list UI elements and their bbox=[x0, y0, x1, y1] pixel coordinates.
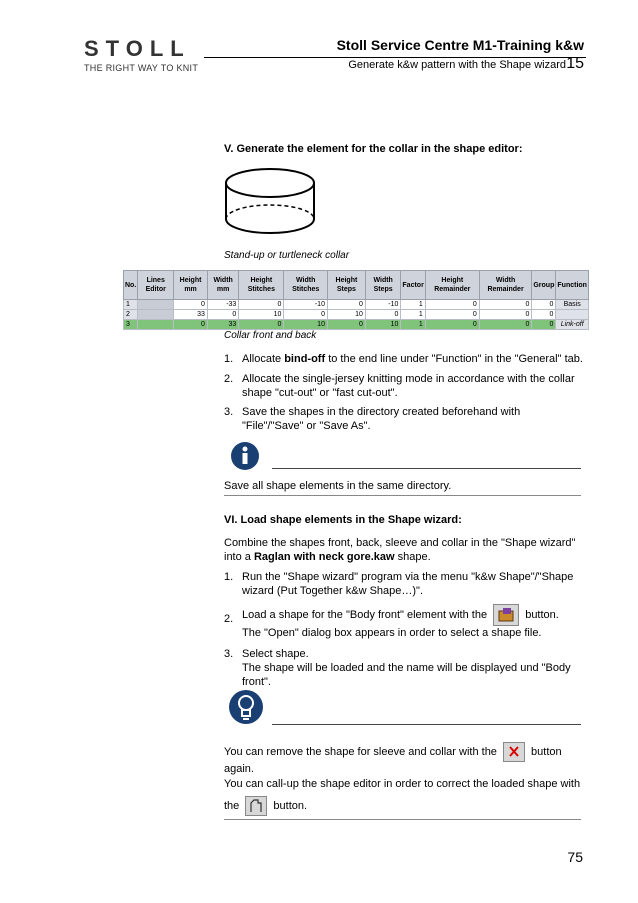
table-cell: 1 bbox=[124, 300, 138, 310]
column-header: Width Steps bbox=[365, 271, 401, 300]
table-cell[interactable]: 10 bbox=[365, 320, 401, 330]
table-cell[interactable]: 0 bbox=[479, 300, 532, 310]
table-cell[interactable] bbox=[138, 310, 174, 320]
step-number: 1. bbox=[224, 571, 234, 583]
list-item bbox=[224, 372, 584, 400]
figure-caption: Collar front and back bbox=[224, 330, 317, 341]
table-cell[interactable]: 0 bbox=[479, 310, 532, 320]
table-cell[interactable]: 0 bbox=[174, 300, 208, 310]
table-cell[interactable]: 0 bbox=[365, 310, 401, 320]
table-header-row bbox=[124, 271, 589, 300]
table-cell[interactable]: -10 bbox=[365, 300, 401, 310]
table-cell[interactable]: 0 bbox=[532, 310, 556, 320]
step-text: Select shape. bbox=[242, 648, 309, 660]
divider bbox=[224, 819, 581, 820]
step-text: to the end line under "Function" in the "General" tab. bbox=[325, 353, 583, 365]
open-shape-icon[interactable] bbox=[493, 604, 519, 626]
info-icon bbox=[229, 441, 267, 471]
column-header: Height mm bbox=[174, 271, 208, 300]
step-number: 2. bbox=[224, 613, 234, 625]
stoll-logo: STOLL bbox=[84, 36, 191, 61]
divider bbox=[224, 495, 581, 496]
column-header: Width mm bbox=[207, 271, 238, 300]
figure-caption: Stand-up or turtleneck collar bbox=[224, 250, 350, 261]
step-text: button. bbox=[522, 608, 559, 621]
collar-illustration bbox=[222, 165, 318, 237]
table-cell[interactable]: 0 bbox=[174, 320, 208, 330]
file-name: Raglan with neck gore.kaw bbox=[253, 551, 395, 563]
table-cell[interactable]: -10 bbox=[284, 300, 328, 310]
page-number: 75 bbox=[567, 849, 583, 865]
step-text: The "Open" dialog box appears in order to select a shape file. bbox=[242, 627, 542, 639]
function-cell[interactable] bbox=[556, 310, 589, 320]
lightbulb-icon bbox=[229, 689, 267, 725]
step-bold: bind-off bbox=[284, 353, 326, 365]
tip-rule bbox=[272, 724, 581, 725]
shape-editor-icon[interactable] bbox=[245, 796, 267, 816]
table-cell[interactable]: 1 bbox=[401, 320, 425, 330]
shape-table bbox=[123, 270, 589, 330]
step-number: 3. bbox=[224, 648, 234, 660]
table-row bbox=[124, 310, 589, 320]
step-text: Run the "Shape wizard" program via the menu "k&w Shape"/"Shape wizard (Put Together k&w Shape…)". bbox=[242, 571, 574, 597]
table-cell[interactable]: 0 bbox=[327, 320, 365, 330]
table-cell: 2 bbox=[124, 310, 138, 320]
column-header: Height Stitches bbox=[239, 271, 284, 300]
tip-text: You can call-up the shape editor in order to correct the loaded shape with bbox=[224, 778, 581, 790]
table-cell[interactable]: 0 bbox=[239, 320, 284, 330]
table-cell[interactable]: 0 bbox=[207, 310, 238, 320]
column-header: Height Remainder bbox=[425, 271, 479, 300]
table-row bbox=[124, 320, 589, 330]
column-header: Height Steps bbox=[327, 271, 365, 300]
table-cell[interactable] bbox=[138, 300, 174, 310]
list-item bbox=[224, 405, 584, 433]
step-number: 3. bbox=[224, 406, 234, 418]
table-cell[interactable]: 1 bbox=[401, 300, 425, 310]
column-header: Factor bbox=[401, 271, 425, 300]
step-text: Save the shapes in the directory created beforehand with "File"/"Save" or "Save As". bbox=[242, 406, 521, 432]
table-cell[interactable]: 0 bbox=[425, 310, 479, 320]
table-cell[interactable]: 33 bbox=[207, 320, 238, 330]
table-cell[interactable]: 0 bbox=[532, 300, 556, 310]
page-header-title: Stoll Service Centre M1-Training k&w bbox=[336, 37, 584, 53]
list-item bbox=[224, 352, 584, 366]
step-text: Allocate bbox=[242, 353, 285, 365]
table-cell[interactable]: 33 bbox=[174, 310, 208, 320]
page-header-subtitle: Generate k&w pattern with the Shape wizard bbox=[348, 59, 566, 71]
tip-text: the button. bbox=[224, 796, 582, 816]
remove-shape-icon[interactable] bbox=[503, 742, 525, 762]
table-cell[interactable]: 0 bbox=[327, 300, 365, 310]
table-cell[interactable]: 10 bbox=[284, 320, 328, 330]
tip-text: You can remove the shape for sleeve and collar with the button again. bbox=[224, 742, 582, 776]
section-heading: VI. Load shape elements in the Shape wizard: bbox=[224, 514, 462, 526]
column-header: Width Stitches bbox=[284, 271, 328, 300]
section-heading: V. Generate the element for the collar in the shape editor: bbox=[224, 143, 523, 155]
table-cell[interactable]: 0 bbox=[425, 300, 479, 310]
logo-tagline: THE RIGHT WAY TO KNIT bbox=[84, 63, 199, 73]
column-header: Group bbox=[532, 271, 556, 300]
note-text: Save all shape elements in the same directory. bbox=[224, 480, 452, 492]
column-header: Function bbox=[556, 271, 589, 300]
step-text: The shape will be loaded and the name will be displayed und "Body front". bbox=[242, 662, 571, 688]
table-cell[interactable]: 0 bbox=[284, 310, 328, 320]
table-row bbox=[124, 300, 589, 310]
section-number: 15 bbox=[566, 55, 584, 72]
table-cell[interactable]: -33 bbox=[207, 300, 238, 310]
column-header: No. bbox=[124, 271, 138, 300]
note-rule bbox=[272, 468, 581, 469]
function-cell[interactable]: Basis bbox=[556, 300, 589, 310]
table-cell[interactable]: 0 bbox=[425, 320, 479, 330]
intro-text: Combine the shapes front, back, sleeve and collar in the "Shape wizard" into a Raglan with neck gore.kaw shape. bbox=[224, 537, 576, 563]
column-header: Width Remainder bbox=[479, 271, 532, 300]
table-cell[interactable]: 10 bbox=[327, 310, 365, 320]
table-cell[interactable]: 0 bbox=[532, 320, 556, 330]
table-cell[interactable]: 10 bbox=[239, 310, 284, 320]
column-header: Lines Editor bbox=[138, 271, 174, 300]
table-cell: 3 bbox=[124, 320, 138, 330]
table-cell[interactable]: 0 bbox=[239, 300, 284, 310]
header-rule bbox=[204, 57, 586, 58]
step-text: Load a shape for the "Body front" element with the bbox=[242, 608, 488, 621]
step-text: Allocate the single-jersey knitting mode in accordance with the collar shape "cut-out" or "fast cut-out". bbox=[242, 373, 575, 399]
table-cell[interactable] bbox=[138, 320, 174, 330]
list-item bbox=[224, 570, 584, 598]
list-item bbox=[224, 604, 584, 640]
step-number: 1. bbox=[224, 353, 234, 365]
function-cell[interactable]: Link-off bbox=[556, 320, 589, 330]
list-item bbox=[224, 647, 584, 689]
table-cell[interactable]: 1 bbox=[401, 310, 425, 320]
step-number: 2. bbox=[224, 373, 234, 385]
table-cell[interactable]: 0 bbox=[479, 320, 532, 330]
